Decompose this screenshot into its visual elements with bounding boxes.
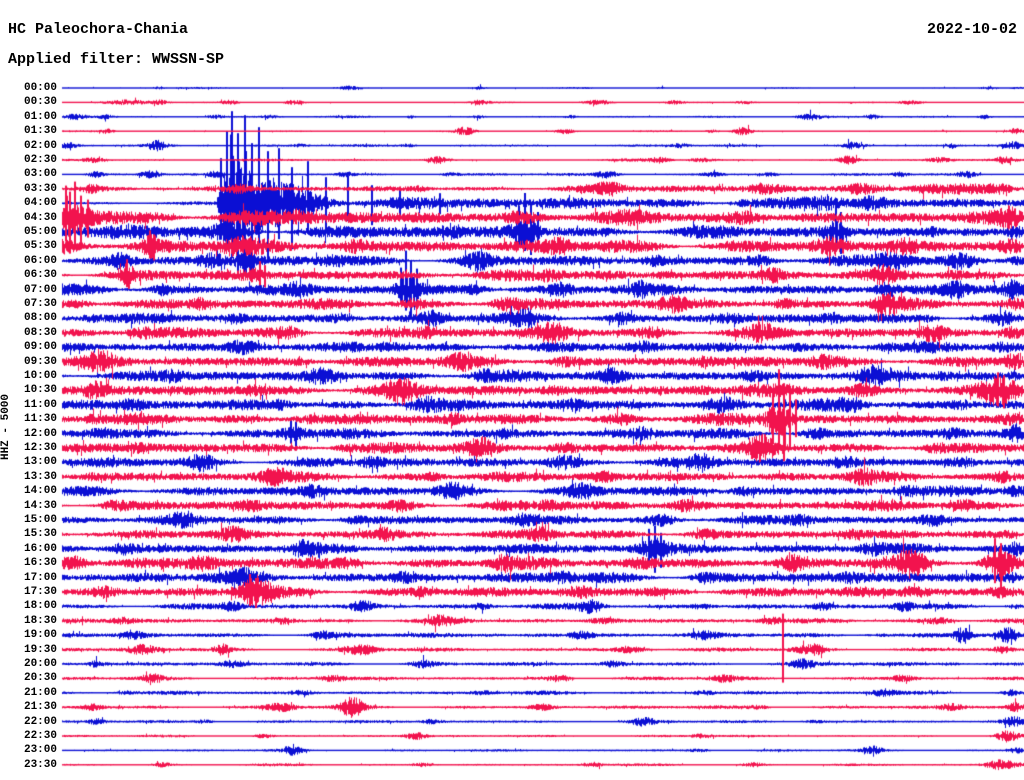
time-label: 03:00	[23, 168, 57, 181]
time-label: 11:30	[23, 413, 57, 426]
time-label: 14:30	[23, 499, 57, 512]
time-label: 13:30	[23, 470, 57, 483]
time-label: 00:00	[23, 82, 57, 94]
time-label: 06:00	[23, 254, 57, 267]
time-label: 23:30	[23, 758, 57, 771]
time-label: 17:30	[23, 586, 57, 598]
time-label: 18:00	[23, 600, 57, 613]
time-label: 22:00	[23, 715, 57, 728]
time-label: 18:30	[23, 614, 57, 627]
time-label: 20:30	[23, 672, 57, 685]
time-label: 05:00	[23, 226, 57, 238]
time-label: 03:30	[23, 182, 57, 195]
time-label: 11:00	[23, 398, 57, 411]
station-title: HC Paleochora-Chania	[8, 21, 189, 38]
time-label: 19:30	[23, 643, 57, 656]
time-label: 02:00	[23, 139, 57, 152]
time-label: 16:30	[23, 557, 57, 570]
time-label: 13:00	[23, 456, 57, 469]
time-label: 15:30	[23, 528, 57, 541]
time-label: 01:00	[23, 110, 57, 123]
time-label: 01:30	[23, 125, 57, 138]
time-label: 07:00	[23, 283, 57, 296]
time-label: 02:30	[23, 154, 57, 166]
time-label: 04:00	[23, 197, 57, 210]
time-label: 12:00	[23, 427, 57, 440]
time-label: 22:30	[23, 730, 57, 742]
time-label: 23:00	[23, 744, 57, 757]
plot-date: 2022-10-02	[926, 21, 1017, 38]
time-label: 08:00	[23, 312, 57, 325]
time-label: 05:30	[23, 240, 57, 253]
time-label: 00:30	[23, 96, 57, 109]
time-label: 14:00	[23, 485, 57, 498]
time-label: 09:00	[23, 341, 57, 354]
time-label: 06:30	[23, 269, 57, 282]
y-axis-label: HHZ - 5000	[0, 394, 12, 461]
time-label: 17:00	[23, 571, 57, 584]
time-label: 12:30	[23, 442, 57, 454]
time-label: 04:30	[23, 211, 57, 224]
time-label: 19:00	[23, 629, 57, 642]
time-label: 10:00	[23, 370, 57, 382]
time-label: 07:30	[23, 298, 57, 310]
time-label: 21:30	[23, 701, 57, 714]
filter-label: Applied filter: WWSSN-SP	[8, 51, 225, 68]
time-label: 15:00	[23, 514, 57, 526]
time-label: 20:00	[23, 658, 57, 670]
time-label: 09:30	[23, 355, 57, 368]
time-label: 16:00	[23, 542, 57, 555]
time-label: 08:30	[23, 326, 57, 339]
time-label: 10:30	[23, 384, 57, 397]
time-label: 21:00	[23, 686, 57, 699]
